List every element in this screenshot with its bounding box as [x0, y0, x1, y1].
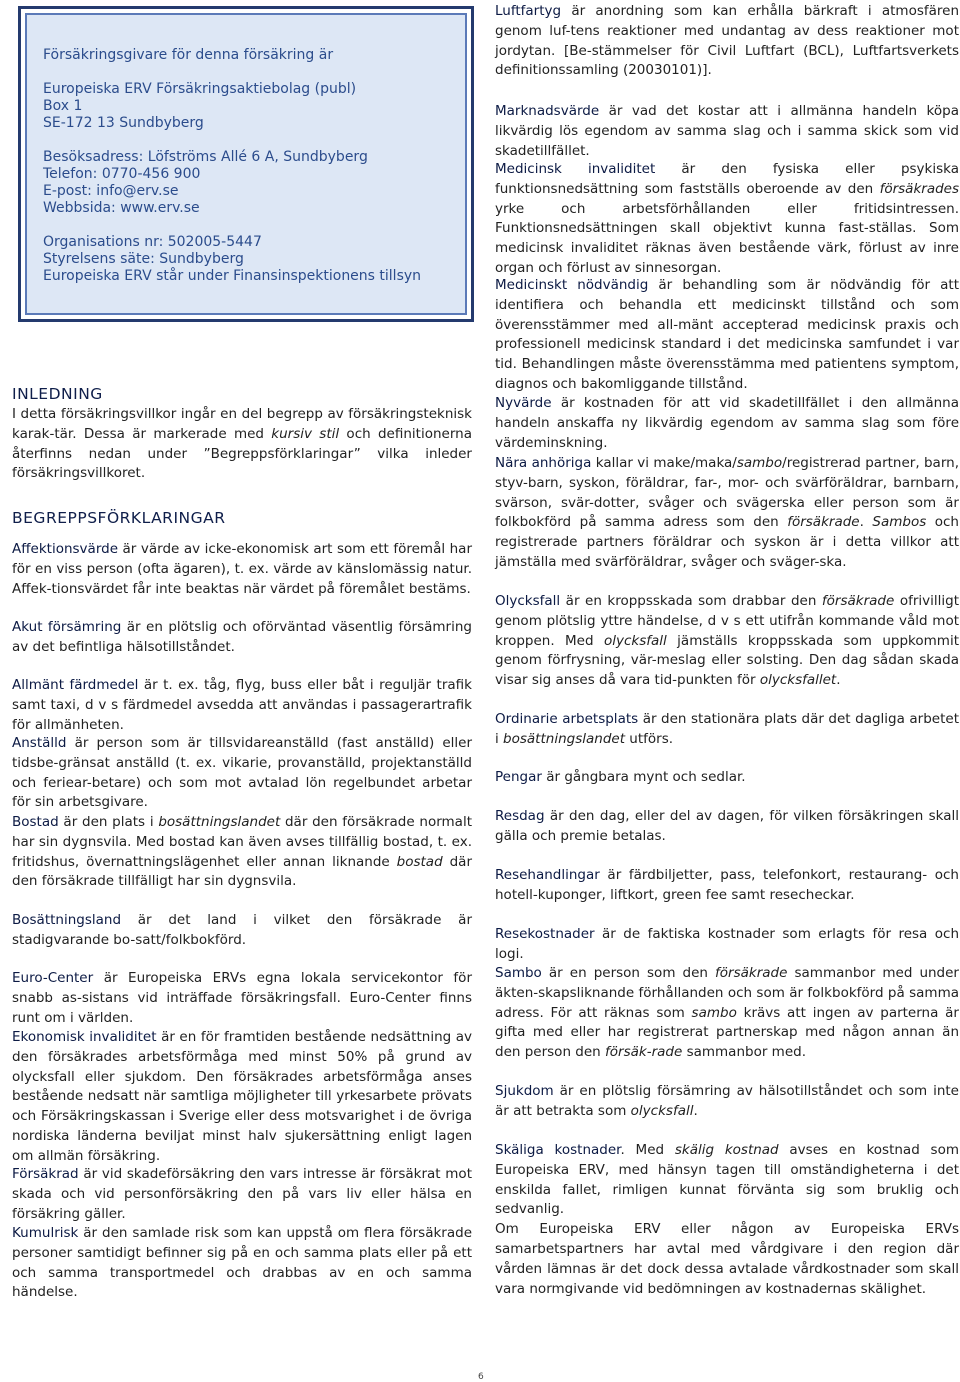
def-term: Medicinsk invaliditet — [495, 161, 656, 177]
def-italic: försäkrade — [787, 514, 860, 531]
def-text: är den samlade risk som kan uppstå om flera försäkrade personer samtidigt befinner sig på en och samma plats eller på ett och samma transportmedel och drabbas av en och samma händelse. — [12, 1225, 472, 1301]
def-term: Euro-Center — [12, 970, 94, 986]
def-text: är en plötslig och oförväntad väsentlig försämring av det befintliga hälsotillståndet. — [12, 619, 472, 655]
def-italic: försäk-rade — [605, 1044, 683, 1061]
insurer-board-seat: Styrelsens säte: Sundbyberg — [43, 251, 244, 267]
def-text: är anordning som kan erhålla bärkraft i atmosfären genom luf-tens reaktioner med undantag av dess reaktioner mot jordytan. [Be-stämmelser för Civil Luftfart (BCL), Luftfartsverkets definitionssamling (20030101)]. — [495, 3, 959, 79]
def-text: och registrerade partners föräldrar och syskon är i detta villkor att jämställa med svärföräldrar, svåger och sväger-ska. — [495, 514, 959, 570]
def-text: är den stationära plats där det dagliga arbetet i — [495, 711, 959, 747]
insurer-lines — [43, 47, 421, 285]
def-text: är vad det kostar att i allmänna handeln köpa likvärdig lös egendom av samma slag och i samma skick som vid skadetillfället. — [495, 103, 959, 159]
def-text: är färdbiljetter, pass, telefonkort, restaurang- och hotell-kuponger, liftkort, green fee samt resecheckar. — [495, 867, 959, 903]
def-text: kallar vi make/maka/ — [591, 455, 737, 471]
def-term: Marknadsvärde — [495, 103, 600, 119]
insurer-supervision: Europeiska ERV står under Finansinspektionens tillsyn — [43, 268, 422, 284]
definitions-title: BEGREPPSFÖRKLARINGAR — [12, 509, 226, 527]
def-term: Resehandlingar — [495, 867, 600, 883]
def-text: yrke och arbetsförhållanden eller fritidsintressen. Funktionsnedsättningen skall objektivt kunna fast-ställas. Som medicinsk invaliditet räknas även bestående värk, förlust av inre organ och förlust av sinnesorgan. — [495, 200, 959, 276]
def-text: sammanbor med under äkten-skapsliknande förhållanden och som är folkbokförd på samma adress. För att räknas som — [495, 965, 959, 1021]
def-term: Kumulrisk — [12, 1225, 79, 1241]
def-text: där den försäkrade tillfälligt har sin dygnsvila. — [12, 853, 472, 890]
def-text: är de faktiska kostnader som erlagts för resa och logi. — [495, 926, 959, 962]
def-nyvarde — [495, 394, 959, 453]
def-term: Skäliga kostnader — [495, 1142, 621, 1158]
def-italic: Sambos — [872, 514, 927, 531]
def-text: är Europeiska ERVs egna lokala servicekontor för snabb as-sistans vid inträffade försäkringsfall. Euro-Center finns runt om i världen. — [12, 970, 472, 1026]
def-term: Akut försämring — [12, 619, 122, 635]
def-bostad — [12, 813, 472, 892]
def-text: . — [693, 1102, 698, 1119]
def-text: är en för framtiden bestående nedsättning av den försäkrades arbetsförmåga med minst 50% på grund av olycksfall eller sjukdom. Den försäkrades arbetsförmåga anses bestående nedsatt när samtliga möjligheter till yrkesarbete prövats och Försäkringskassan i Sverige eller dess motsvarighet i de övriga nordiska länderna beviljat minst halv sjukersättning enligt lagen om allmän försäkring. — [12, 1029, 472, 1164]
def-text: är kostnaden för att vid skadetillfället i den allmänna handeln anskaffa ny likvärdig egendom av samma slag som före värdeminskning. — [495, 395, 959, 451]
def-text: Om Europeiska ERV eller någon av Europeiska ERVs samarbetspartners har avtal med vårdgivare i den region där vården lämnas är det dock dessa avtalade vårdkostnader som skall vara normgivande vid bedömningen av kostnadernas skälighet. — [495, 1221, 959, 1297]
def-italic: bosättningslandet — [158, 814, 281, 830]
def-term: Nyvärde — [495, 395, 552, 411]
intro-text-b: och definitionerna återfinns nedan under ”Begreppsförklaringar” vilka inleder försäkringsvillkoret. — [12, 425, 472, 482]
intro-text-a: I detta försäkringsvillkor ingår en del begrepp av försäkringsteknisk karak-tär. Dessa är markerade med — [12, 406, 472, 442]
def-term: Resdag — [495, 808, 545, 824]
insurer-phone: Telefon: 0770-456 900 — [43, 166, 201, 182]
insurer-postal: SE-172 13 Sundbyberg — [43, 115, 204, 131]
def-term: Medicinskt nödvändig — [495, 277, 649, 293]
def-akut-forsamring — [12, 618, 472, 658]
def-italic: olycksfall — [630, 1102, 694, 1119]
def-term: Anställd — [12, 735, 67, 751]
def-term: Försäkrad — [12, 1166, 79, 1182]
def-text: sammanbor med. — [682, 1044, 806, 1061]
def-nara-anhoriga — [495, 454, 959, 573]
def-resdag — [495, 807, 959, 847]
def-term: Nära anhöriga — [495, 455, 592, 471]
def-italic: sambo — [736, 455, 783, 471]
def-luftfartyg — [495, 2, 959, 81]
def-italic: olycksfall — [603, 632, 667, 649]
def-text: avses en kostnad som Europeiska ERV, med hänsyn tagen till omständigheterna i det enskilda fallet, rimligen kunnat förvänta sig som bruklig och sedvanlig. — [495, 1142, 959, 1218]
def-term: Luftfartyg — [495, 3, 562, 19]
intro-text-italic: kursiv stil — [271, 425, 340, 442]
def-text: ofrivilligt genom plötslig yttre händelse, d v s ett utifrån kommande våld mot kroppen. Med — [495, 593, 959, 649]
def-resehandlingar — [495, 866, 959, 906]
def-medicinsk-invaliditet — [495, 160, 959, 279]
def-medicinskt-nodvandig — [495, 276, 959, 395]
intro-title: INLEDNING — [12, 385, 103, 403]
def-text: är person som är tillsvidareanställd (fast anställd) eller tidsbe-gränsat anställd (t. ex. vikarie, provanställd, projektanställd och feriear-betare) och som mot avtalad lön regelbundet arbetar för sin arbetsgivare. — [12, 735, 472, 811]
def-sjukdom — [495, 1082, 959, 1122]
def-text: är behandling som är nödvändig för att identifiera och behandla ett medicinskt tillstånd och som överensstämmer med all-mänt accepterad medicinsk praxis och professionell medicinsk standard i det medicinska samfundet i var tid. Behandlingen måste överensstämma med patientens symptom, diagnos och bakomliggande tillstånd. — [495, 277, 959, 392]
def-text: där den försäkrade normalt har sin dygnsvila. Med bostad kan även avses tillfällig bostad, t. ex. fritidshus, övernattningslägenhet eller annan liknande — [12, 814, 472, 870]
def-text: jämställs kroppsskada som uppkommit genom förfrysning, vär-meslag eller solsting. Den dag sådan skada visar sig anses då vara tid-punkten för — [495, 632, 959, 689]
def-skaliga-kostnader — [495, 1141, 959, 1299]
def-term: Ekonomisk invaliditet — [12, 1029, 157, 1045]
def-italic: olycksfallet — [759, 672, 837, 689]
def-term: Olycksfall — [495, 593, 561, 609]
def-text: är t. ex. tåg, flyg, buss eller båt i reguljär trafik samt taxi, d v s färdmedel avsedda att användas i passagerartrafik för allmänheten. — [12, 677, 472, 733]
def-italic: försäkrade — [715, 965, 788, 981]
def-text: . — [836, 672, 841, 689]
def-euro-center — [12, 969, 472, 1028]
def-term: Affektionsvärde — [12, 541, 119, 557]
def-resekostnader — [495, 925, 959, 965]
def-text: . Med — [620, 1142, 675, 1158]
def-term: Bosättningsland — [12, 912, 122, 928]
def-text: /registrerad partner, barn, styv-barn, syskon, föräldrar, far-, mor- och svärföräldrar, barnbarn, svärson, svär-dotter, svåger och svägerska eller person som är folkbokförd på samma adress som den — [495, 455, 959, 531]
def-kumulrisk — [12, 1224, 472, 1303]
def-sambo — [495, 964, 959, 1063]
def-forsakrad — [12, 1165, 472, 1224]
insurer-heading: Försäkringsgivare för denna försäkring är — [43, 47, 334, 63]
def-text: är den fysiska eller psykiska funktionsnedsättning som fastställs oberoende av den — [495, 161, 959, 197]
def-affektionsvarde — [12, 540, 472, 599]
def-olycksfall — [495, 592, 959, 691]
def-text: är det land i vilket den försäkrade är stadigvarande bo-satt/folkbokförd. — [12, 912, 472, 948]
def-ordinarie-arbetsplats — [495, 710, 959, 750]
page-number: 6 — [478, 1372, 484, 1382]
def-term: Pengar — [495, 769, 542, 785]
def-term: Allmänt färdmedel — [12, 677, 139, 693]
insurer-info-box-inner — [25, 13, 467, 315]
insurer-email: E-post: info@erv.se — [43, 183, 179, 199]
insurer-website: Webbsida: www.erv.se — [43, 200, 200, 216]
def-term: Ordinarie arbetsplats — [495, 711, 639, 727]
def-marknadsvarde — [495, 102, 959, 161]
insurer-visit-address: Besöksadress: Löfströms Allé 6 A, Sundbyberg — [43, 149, 368, 165]
def-text: är gångbara mynt och sedlar. — [541, 769, 746, 785]
def-ekonomisk-invaliditet — [12, 1028, 472, 1167]
def-anstalld — [12, 734, 472, 813]
def-text: är vid skadeförsäkring den vars intresse är försäkrat mot skada och vid personförsäkring den på vars liv eller hälsa en försäkring gäller. — [12, 1166, 472, 1222]
def-italic: bostad — [396, 853, 443, 870]
def-text: är en plötslig försämring av hälsotillståndet och som inte är att betrakta som — [495, 1083, 959, 1119]
def-text: är värde av icke-ekonomisk art som ett föremål har för en viss person (ofta ägaren), t. ex. värde av känslomässig natur. Affek-tionsvärdet får inte beaktas när värdet på föremålet bestäms. — [12, 541, 472, 597]
insurer-org-number: Organisations nr: 502005-5447 — [43, 234, 262, 250]
def-italic: försäkrade — [821, 593, 895, 609]
def-italic: sambo — [691, 1004, 737, 1021]
def-allmant-fardmedel — [12, 676, 472, 735]
def-italic: försäkrades — [879, 180, 959, 197]
def-term: Resekostnader — [495, 926, 595, 942]
def-pengar — [495, 768, 959, 788]
insurer-box-address: Box 1 — [43, 98, 83, 114]
def-text: är den dag, eller del av dagen, för vilken försäkringen skall gälla och premie betalas. — [495, 808, 959, 844]
def-term: Sambo — [495, 965, 542, 981]
def-text: är en person som den — [541, 965, 716, 981]
def-term: Bostad — [12, 814, 59, 830]
def-text: är den plats i — [58, 814, 159, 830]
def-bosattningsland — [12, 911, 472, 951]
intro-paragraph — [12, 405, 472, 484]
def-text: är en kroppsskada som drabbar den — [560, 593, 822, 609]
def-term: Sjukdom — [495, 1083, 554, 1099]
def-italic: bosättningslandet — [503, 730, 625, 747]
def-text: utförs. — [624, 730, 674, 747]
def-text: krävs att ingen av parterna är gifta med eller har registrerat partnerskap med någon annan än den person den — [495, 1004, 959, 1061]
insurer-info-box — [18, 6, 474, 322]
def-text: . — [859, 514, 873, 531]
def-italic: skälig kostnad — [674, 1142, 779, 1158]
insurer-company: Europeiska ERV Försäkringsaktiebolag (publ) — [43, 81, 357, 97]
